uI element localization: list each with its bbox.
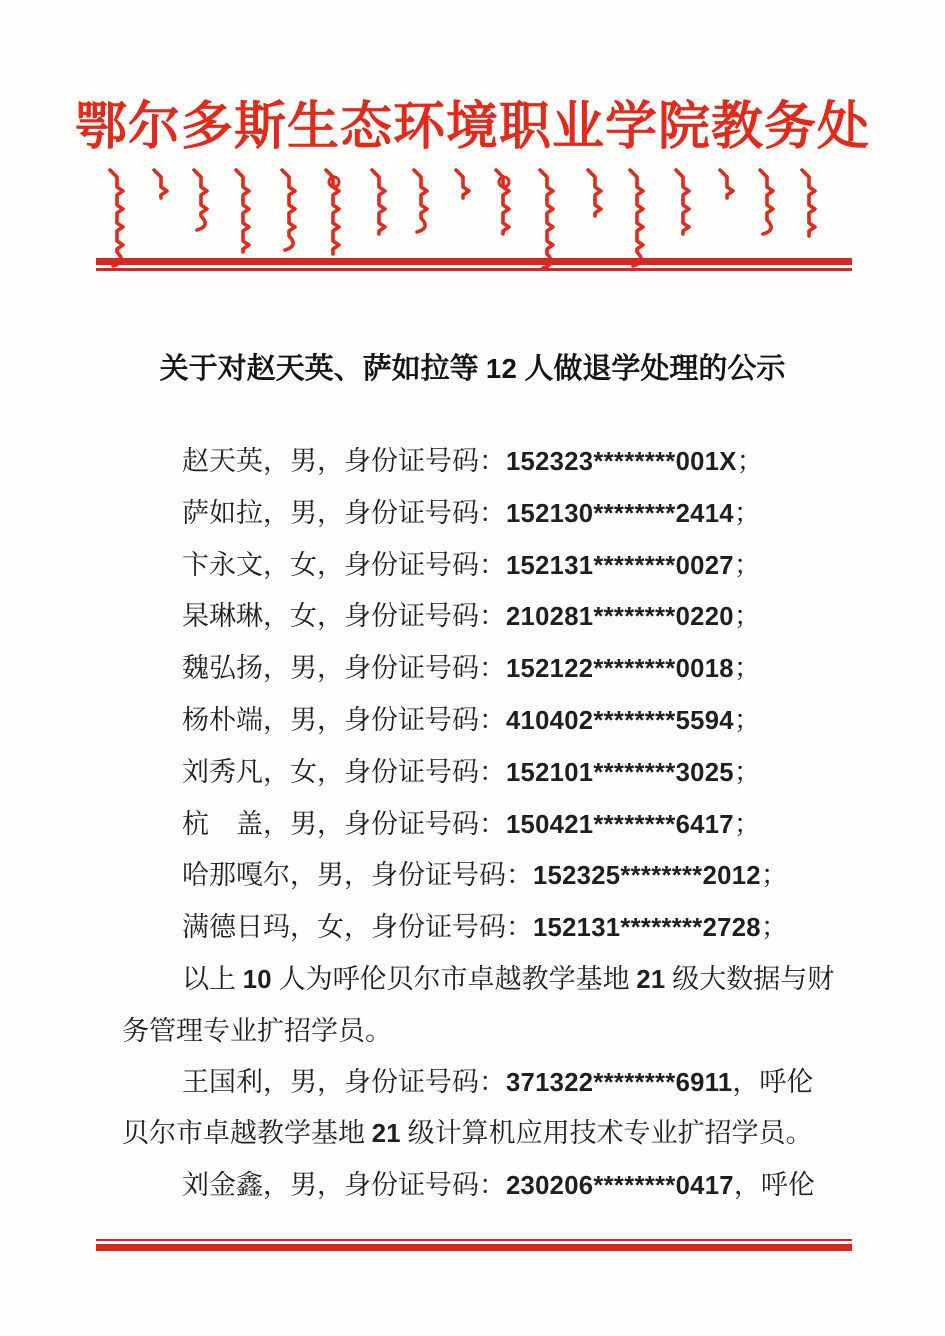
body-line xyxy=(122,1108,834,1160)
body-line-text: 赵天英，男，身份证号码：152323********001X； xyxy=(182,446,764,476)
footer-divider xyxy=(96,1239,852,1251)
notice-title: 关于对赵天英、萨如拉等 12 人做退学处理的公示 xyxy=(159,353,786,385)
footer-divider-thick-line xyxy=(96,1244,852,1251)
body-line-text: 卞永文，女，身份证号码：152131********0027； xyxy=(182,549,761,580)
body-line-text: 刘金鑫，男，身份证号码：230206********0417，呼伦 xyxy=(182,1170,815,1201)
body-line-text: 以上 10 人为呼伦贝尔市卓越教学基地 21 级大数据与财 xyxy=(182,963,835,994)
body-line xyxy=(122,540,834,592)
body-line-text: 萨如拉，男，身份证号码：152130********2414； xyxy=(182,497,761,528)
body-line xyxy=(122,436,834,488)
body-line-text: 杭 盖，男，身份证号码：150421********6417； xyxy=(182,808,761,839)
header-divider-thin-line xyxy=(96,268,852,271)
body-line xyxy=(122,643,834,695)
body-line-text: 满德日玛，女，身份证号码：152131********2728； xyxy=(182,912,788,943)
org-name-heading: 鄂尔多斯生态环境职业学院教务处 xyxy=(74,99,870,156)
body-line-text: 王国利，男，身份证号码：371322********6911，呼伦 xyxy=(182,1066,814,1097)
body-line xyxy=(122,1006,834,1057)
body-line xyxy=(122,695,834,747)
body-line xyxy=(122,747,834,799)
body-line xyxy=(122,488,834,540)
notice-body xyxy=(122,436,834,1212)
body-line xyxy=(122,799,834,851)
body-line-text: 贝尔市卓越教学基地 21 级计算机应用技术专业扩招学员。 xyxy=(122,1118,813,1149)
body-line xyxy=(122,850,834,902)
body-line-text: 魏弘扬，男，身份证号码：152122********0018； xyxy=(182,653,761,684)
body-line-text: 务管理专业扩招学员。 xyxy=(122,1015,392,1046)
body-line-text: 杲琳琳，女，身份证号码：210281********0220； xyxy=(182,601,761,632)
header-divider xyxy=(96,258,852,271)
body-line xyxy=(122,1057,834,1109)
body-line-text: 杨朴端，男，身份证号码：410402********5594； xyxy=(182,704,761,735)
body-line-text: 哈那嘎尔，男，身份证号码：152325********2012； xyxy=(182,860,788,891)
body-line xyxy=(122,902,834,954)
body-line xyxy=(122,1160,834,1212)
body-line xyxy=(122,591,834,643)
header-divider-thick-line xyxy=(96,258,852,265)
body-line-text: 刘秀凡，女，身份证号码：152101********3025； xyxy=(182,756,761,787)
body-line xyxy=(122,954,834,1006)
